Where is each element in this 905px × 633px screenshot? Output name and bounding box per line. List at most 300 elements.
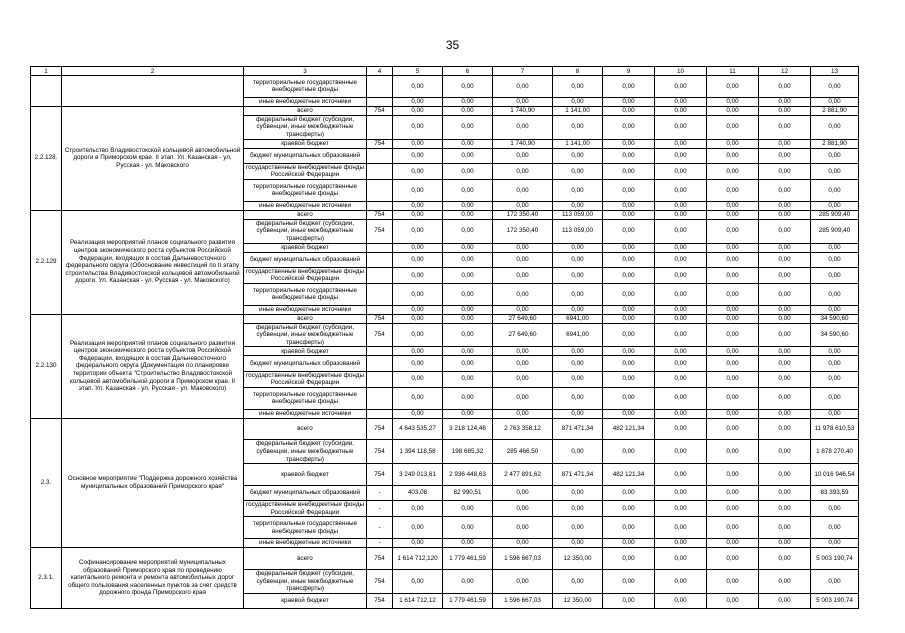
amount-cell: 0,00 — [393, 115, 443, 139]
amount-cell: 0,00 — [707, 371, 759, 387]
amount-cell: 0,00 — [707, 464, 759, 486]
amount-cell: 0,00 — [759, 97, 811, 106]
amount-cell: 0,00 — [655, 219, 707, 243]
amount-cell: 871 471,34 — [553, 464, 603, 486]
amount-cell: 0,00 — [393, 163, 443, 179]
amount-cell: 12 350,00 — [553, 593, 603, 608]
amount-cell: 0,00 — [553, 97, 603, 106]
column-header: 5 — [393, 67, 443, 76]
amount-cell: 2 881,90 — [811, 106, 859, 115]
amount-cell: 0,00 — [603, 440, 655, 464]
amount-cell: 0,00 — [655, 201, 707, 210]
item-name: Реализация мероприятий планов социального развития центров экономического роста субъектов Российской Федерации, входящих в состав Дальневосточного федерального округа (Документация по планировке территории объекта "Строительство Владивостокской кольцевой автомобильной дороги в Приморском крае. II этап. Ул. Казанская - ул. Русская - ул. Маковского) — [62, 314, 244, 418]
amount-cell: 0,00 — [603, 356, 655, 371]
admin-code — [367, 97, 393, 106]
amount-cell: 0,00 — [655, 314, 707, 323]
funding-source: краевой бюджет — [244, 464, 367, 486]
amount-cell: 0,00 — [443, 517, 493, 539]
amount-cell: 0,00 — [493, 148, 553, 163]
amount-cell: 482 121,34 — [603, 464, 655, 486]
amount-cell: 0,00 — [759, 210, 811, 219]
amount-cell: 0,00 — [493, 486, 553, 501]
amount-cell: 0,00 — [393, 347, 443, 356]
amount-cell: 0,00 — [443, 97, 493, 106]
amount-cell: 172 350,40 — [493, 210, 553, 219]
funding-source: иные внебюджетные источники — [244, 539, 367, 548]
admin-code: - — [367, 539, 393, 548]
funding-source: бюджет муниципальных образований — [244, 252, 367, 267]
funding-source: государственные внебюджетные фонды Российской Федерации — [244, 163, 367, 179]
amount-cell: 0,00 — [759, 539, 811, 548]
admin-code — [367, 283, 393, 305]
admin-code: 754 — [367, 106, 393, 115]
funding-source: федеральный бюджет (субсидии, субвенции, иные межбюджетные трансферты) — [244, 115, 367, 139]
amount-cell: 0,00 — [393, 387, 443, 409]
amount-cell: 0,00 — [443, 106, 493, 115]
amount-cell: 0,00 — [655, 409, 707, 418]
amount-cell: 0,00 — [655, 97, 707, 106]
amount-cell: 0,00 — [603, 219, 655, 243]
amount-cell: 0,00 — [655, 163, 707, 179]
amount-cell: 0,00 — [443, 283, 493, 305]
amount-cell: 0,00 — [707, 163, 759, 179]
amount-cell: 0,00 — [707, 267, 759, 283]
amount-cell: 0,00 — [553, 347, 603, 356]
item-name: Софинансирование мероприятий муниципальных образований Приморского края по проведению капитального ремонта и ремонта автомобильных дорог общего пользования населенных пунктов за счет средств дорожного фонда Приморского края — [62, 548, 244, 609]
amount-cell: 0,00 — [811, 501, 859, 517]
amount-cell: 0,00 — [655, 387, 707, 409]
amount-cell: 0,00 — [655, 252, 707, 267]
admin-code: 754 — [367, 210, 393, 219]
amount-cell: 0,00 — [393, 356, 443, 371]
amount-cell: 113 059,00 — [553, 219, 603, 243]
amount-cell: 0,00 — [493, 409, 553, 418]
amount-cell: 0,00 — [443, 347, 493, 356]
amount-cell: 0,00 — [443, 252, 493, 267]
column-header: 1 — [31, 67, 62, 76]
admin-code: 754 — [367, 464, 393, 486]
amount-cell: 0,00 — [603, 539, 655, 548]
amount-cell: 12 350,00 — [553, 548, 603, 570]
amount-cell: 0,00 — [603, 305, 655, 314]
amount-cell: 0,00 — [603, 243, 655, 252]
amount-cell: 871 471,34 — [553, 418, 603, 440]
amount-cell: 0,00 — [603, 517, 655, 539]
funding-source: территориальные государственные внебюджетные фонды — [244, 76, 367, 98]
amount-cell: 0,00 — [759, 548, 811, 570]
amount-cell: 1 614 712,120 — [393, 548, 443, 570]
amount-cell: 0,00 — [655, 418, 707, 440]
item-code — [31, 76, 62, 107]
amount-cell: 0,00 — [707, 593, 759, 608]
funding-source: федеральный бюджет (субсидии, субвенции, иные межбюджетные трансферты) — [244, 570, 367, 594]
amount-cell: 0,00 — [759, 440, 811, 464]
amount-cell: 0,00 — [443, 139, 493, 148]
amount-cell: 172 350,40 — [493, 219, 553, 243]
column-header: 6 — [443, 67, 493, 76]
amount-cell: 0,00 — [811, 243, 859, 252]
amount-cell: 0,00 — [655, 570, 707, 594]
admin-code — [367, 179, 393, 201]
amount-cell: 0,00 — [707, 106, 759, 115]
header-row — [31, 67, 859, 76]
column-header: 11 — [707, 67, 759, 76]
amount-cell: 1 878 270,40 — [811, 440, 859, 464]
amount-cell: 0,00 — [811, 347, 859, 356]
funding-source: иные внебюджетные источники — [244, 201, 367, 210]
amount-cell: 0,00 — [493, 387, 553, 409]
amount-cell: 1 779 461,59 — [443, 593, 493, 608]
admin-code — [367, 163, 393, 179]
amount-cell: 285 909,40 — [811, 219, 859, 243]
amount-cell: 0,00 — [759, 106, 811, 115]
amount-cell: 0,00 — [759, 387, 811, 409]
admin-code — [367, 409, 393, 418]
amount-cell: 0,00 — [707, 409, 759, 418]
amount-cell: 0,00 — [553, 115, 603, 139]
column-header: 4 — [367, 67, 393, 76]
item-code: 2.2.128. — [31, 106, 62, 210]
amount-cell: 0,00 — [393, 517, 443, 539]
amount-cell: 0,00 — [655, 106, 707, 115]
amount-cell: 0,00 — [811, 283, 859, 305]
amount-cell: 0,00 — [759, 219, 811, 243]
amount-cell: 0,00 — [759, 252, 811, 267]
amount-cell: 285 466,50 — [493, 440, 553, 464]
amount-cell: 0,00 — [443, 501, 493, 517]
item-name — [62, 76, 244, 107]
funding-source: краевой бюджет — [244, 139, 367, 148]
amount-cell: 3 249 013,61 — [393, 464, 443, 486]
admin-code — [367, 201, 393, 210]
amount-cell: 113 059,00 — [553, 210, 603, 219]
amount-cell: 0,00 — [811, 76, 859, 98]
amount-cell: 0,00 — [393, 305, 443, 314]
amount-cell: 0,00 — [553, 539, 603, 548]
amount-cell: 1 614 712,12 — [393, 593, 443, 608]
amount-cell: 2 881,90 — [811, 139, 859, 148]
amount-cell: 0,00 — [707, 210, 759, 219]
amount-cell: 0,00 — [393, 243, 443, 252]
amount-cell: 0,00 — [443, 148, 493, 163]
amount-cell: 0,00 — [759, 267, 811, 283]
amount-cell: 0,00 — [655, 347, 707, 356]
amount-cell: 0,00 — [493, 501, 553, 517]
amount-cell: 0,00 — [603, 409, 655, 418]
table-row — [31, 418, 859, 440]
amount-cell: 0,00 — [759, 115, 811, 139]
amount-cell: 0,00 — [655, 371, 707, 387]
amount-cell: 0,00 — [811, 148, 859, 163]
funding-source: территориальные государственные внебюджетные фонды — [244, 283, 367, 305]
amount-cell: 0,00 — [493, 243, 553, 252]
funding-source: всего — [244, 106, 367, 115]
amount-cell: 10 016 946,54 — [811, 464, 859, 486]
amount-cell: 0,00 — [759, 201, 811, 210]
amount-cell: 0,00 — [493, 371, 553, 387]
amount-cell: 0,00 — [443, 163, 493, 179]
amount-cell: 0,00 — [393, 501, 443, 517]
amount-cell: 0,00 — [603, 163, 655, 179]
amount-cell: 0,00 — [443, 409, 493, 418]
amount-cell: 0,00 — [603, 179, 655, 201]
item-name: Реализация мероприятий планов социального развития центров экономического роста субъектов Российской Федерации, входящих в состав Дальневосточного федерального округа (Обоснование инвестиций по II этапу строительства Владивостокской кольцевой автомобильной дороги. Ул. Казанская - ул. Русская - ул. Маковского) — [62, 210, 244, 314]
admin-code — [367, 347, 393, 356]
admin-code — [367, 267, 393, 283]
amount-cell: 0,00 — [811, 409, 859, 418]
amount-cell: 0,00 — [553, 163, 603, 179]
amount-cell: 0,00 — [553, 387, 603, 409]
amount-cell: 0,00 — [393, 106, 443, 115]
funding-source: территориальные государственные внебюджетные фонды — [244, 179, 367, 201]
amount-cell: 0,00 — [655, 243, 707, 252]
amount-cell: 0,00 — [443, 243, 493, 252]
amount-cell: 0,00 — [811, 97, 859, 106]
amount-cell: 0,00 — [603, 252, 655, 267]
admin-code: 754 — [367, 440, 393, 464]
admin-code: 754 — [367, 219, 393, 243]
item-code: 2.2.129 — [31, 210, 62, 314]
admin-code — [367, 356, 393, 371]
amount-cell: 0,00 — [655, 210, 707, 219]
amount-cell: 0,00 — [443, 305, 493, 314]
amount-cell: 0,00 — [393, 201, 443, 210]
amount-cell: 1 740,90 — [493, 106, 553, 115]
amount-cell: 0,00 — [811, 570, 859, 594]
amount-cell: 0,00 — [707, 243, 759, 252]
funding-source: бюджет муниципальных образований — [244, 486, 367, 501]
amount-cell: 0,00 — [393, 76, 443, 98]
admin-code: 754 — [367, 139, 393, 148]
amount-cell: 0,00 — [707, 283, 759, 305]
funding-source: краевой бюджет — [244, 347, 367, 356]
amount-cell: 0,00 — [655, 440, 707, 464]
amount-cell: 0,00 — [443, 387, 493, 409]
amount-cell: 0,00 — [811, 252, 859, 267]
amount-cell: 0,00 — [603, 283, 655, 305]
amount-cell: 0,00 — [443, 179, 493, 201]
amount-cell: 0,00 — [759, 501, 811, 517]
column-header: 7 — [493, 67, 553, 76]
amount-cell: 0,00 — [707, 201, 759, 210]
admin-code: 754 — [367, 593, 393, 608]
amount-cell: 0,00 — [553, 440, 603, 464]
amount-cell: 0,00 — [393, 97, 443, 106]
amount-cell: 0,00 — [707, 387, 759, 409]
amount-cell: 1 740,90 — [493, 139, 553, 148]
amount-cell: 0,00 — [759, 163, 811, 179]
amount-cell: 0,00 — [603, 115, 655, 139]
amount-cell: 1 141,00 — [553, 139, 603, 148]
amount-cell: 5 003 190,74 — [811, 593, 859, 608]
column-header: 10 — [655, 67, 707, 76]
amount-cell: 0,00 — [603, 347, 655, 356]
amount-cell: 0,00 — [603, 201, 655, 210]
amount-cell: 0,00 — [655, 139, 707, 148]
amount-cell: 0,00 — [493, 356, 553, 371]
amount-cell: 0,00 — [493, 76, 553, 98]
amount-cell: 0,00 — [707, 440, 759, 464]
amount-cell: 0,00 — [393, 139, 443, 148]
amount-cell: 0,00 — [493, 97, 553, 106]
amount-cell: 0,00 — [811, 517, 859, 539]
amount-cell: 0,00 — [603, 570, 655, 594]
amount-cell: 0,00 — [603, 486, 655, 501]
amount-cell: 27 649,60 — [493, 323, 553, 347]
amount-cell: 2 477 891,62 — [493, 464, 553, 486]
admin-code: 754 — [367, 418, 393, 440]
amount-cell: 0,00 — [707, 219, 759, 243]
amount-cell: 0,00 — [811, 267, 859, 283]
amount-cell: 34 590,60 — [811, 323, 859, 347]
amount-cell: 0,00 — [707, 517, 759, 539]
amount-cell: 0,00 — [493, 305, 553, 314]
amount-cell: 0,00 — [655, 501, 707, 517]
item-name: Основное мероприятие "Поддержка дорожного хозяйства муниципальных образований Приморского края" — [62, 418, 244, 548]
amount-cell: 0,00 — [655, 179, 707, 201]
amount-cell: 0,00 — [393, 323, 443, 347]
amount-cell: 0,00 — [707, 356, 759, 371]
amount-cell: 0,00 — [493, 163, 553, 179]
amount-cell: 0,00 — [707, 486, 759, 501]
funding-source: всего — [244, 418, 367, 440]
amount-cell: 0,00 — [811, 163, 859, 179]
amount-cell: 0,00 — [759, 464, 811, 486]
admin-code — [367, 115, 393, 139]
amount-cell: 0,00 — [759, 371, 811, 387]
amount-cell: 0,00 — [393, 267, 443, 283]
funding-source: бюджет муниципальных образований — [244, 356, 367, 371]
amount-cell: 0,00 — [553, 305, 603, 314]
amount-cell: 5 003 190,74 — [811, 548, 859, 570]
admin-code — [367, 243, 393, 252]
amount-cell: 0,00 — [759, 517, 811, 539]
admin-code: - — [367, 501, 393, 517]
amount-cell: 0,00 — [759, 418, 811, 440]
funding-source: бюджет муниципальных образований — [244, 148, 367, 163]
amount-cell: 34 590,60 — [811, 314, 859, 323]
amount-cell: 0,00 — [707, 539, 759, 548]
amount-cell: 0,00 — [443, 201, 493, 210]
amount-cell: 0,00 — [759, 347, 811, 356]
amount-cell: 0,00 — [393, 252, 443, 267]
amount-cell: 0,00 — [553, 179, 603, 201]
amount-cell: 0,00 — [443, 570, 493, 594]
amount-cell: 0,00 — [393, 409, 443, 418]
amount-cell: 3 218 124,46 — [443, 418, 493, 440]
table-row — [31, 314, 859, 323]
amount-cell: 0,00 — [759, 283, 811, 305]
amount-cell: 0,00 — [759, 148, 811, 163]
funding-source: краевой бюджет — [244, 593, 367, 608]
amount-cell: 0,00 — [811, 387, 859, 409]
amount-cell: 0,00 — [493, 252, 553, 267]
admin-code — [367, 371, 393, 387]
funding-source: федеральный бюджет (субсидии, субвенции, иные межбюджетные трансферты) — [244, 219, 367, 243]
amount-cell: 0,00 — [553, 267, 603, 283]
amount-cell: 82 990,51 — [443, 486, 493, 501]
page-number: 35 — [445, 38, 460, 52]
amount-cell: 0,00 — [707, 323, 759, 347]
amount-cell: 0,00 — [553, 356, 603, 371]
amount-cell: 4 643 535,27 — [393, 418, 443, 440]
column-header: 13 — [811, 67, 859, 76]
admin-code: - — [367, 486, 393, 501]
amount-cell: 0,00 — [707, 252, 759, 267]
amount-cell: 0,00 — [655, 148, 707, 163]
amount-cell: 0,00 — [707, 314, 759, 323]
amount-cell: 0,00 — [393, 219, 443, 243]
funding-source: государственные внебюджетные фонды Российской Федерации — [244, 501, 367, 517]
amount-cell: 0,00 — [603, 387, 655, 409]
funding-source: территориальные государственные внебюджетные фонды — [244, 517, 367, 539]
admin-code: 754 — [367, 570, 393, 594]
amount-cell: 0,00 — [707, 305, 759, 314]
amount-cell: 0,00 — [603, 76, 655, 98]
amount-cell: 0,00 — [603, 323, 655, 347]
column-header: 2 — [62, 67, 244, 76]
item-code: 2.3.1. — [31, 548, 62, 609]
amount-cell: 83 393,59 — [811, 486, 859, 501]
admin-code — [367, 148, 393, 163]
amount-cell: 0,00 — [553, 283, 603, 305]
table-row — [31, 210, 859, 219]
amount-cell: 482 121,34 — [603, 418, 655, 440]
amount-cell: 0,00 — [553, 486, 603, 501]
amount-cell: 0,00 — [443, 371, 493, 387]
amount-cell: 0,00 — [603, 148, 655, 163]
amount-cell: 1 596 667,03 — [493, 548, 553, 570]
amount-cell: 0,00 — [393, 148, 443, 163]
amount-cell: 0,00 — [603, 314, 655, 323]
amount-cell: 0,00 — [655, 548, 707, 570]
admin-code — [367, 76, 393, 98]
funding-source: федеральный бюджет (субсидии, субвенции, иные межбюджетные трансферты) — [244, 440, 367, 464]
amount-cell: 0,00 — [811, 179, 859, 201]
amount-cell: 0,00 — [655, 539, 707, 548]
amount-cell: 0,00 — [655, 305, 707, 314]
amount-cell: 0,00 — [603, 371, 655, 387]
admin-code — [367, 252, 393, 267]
funding-source: федеральный бюджет (субсидии, субвенции, иные межбюджетные трансферты) — [244, 323, 367, 347]
amount-cell: 0,00 — [603, 139, 655, 148]
funding-source: государственные внебюджетные фонды Российской Федерации — [244, 371, 367, 387]
amount-cell: 0,00 — [759, 314, 811, 323]
admin-code — [367, 387, 393, 409]
amount-cell: 0,00 — [443, 314, 493, 323]
amount-cell: 0,00 — [493, 347, 553, 356]
amount-cell: 0,00 — [553, 517, 603, 539]
column-header: 8 — [553, 67, 603, 76]
amount-cell: 6941,00 — [553, 323, 603, 347]
amount-cell: 0,00 — [553, 252, 603, 267]
amount-cell: 1 141,00 — [553, 106, 603, 115]
amount-cell: 0,00 — [759, 570, 811, 594]
amount-cell: 11 978 610,53 — [811, 418, 859, 440]
amount-cell: 0,00 — [655, 356, 707, 371]
amount-cell: 0,00 — [553, 501, 603, 517]
amount-cell: 0,00 — [707, 97, 759, 106]
amount-cell: 0,00 — [443, 210, 493, 219]
amount-cell: 0,00 — [393, 539, 443, 548]
amount-cell: 1 779 461,59 — [443, 548, 493, 570]
amount-cell: 0,00 — [493, 570, 553, 594]
amount-cell: 0,00 — [707, 139, 759, 148]
amount-cell: 0,00 — [393, 283, 443, 305]
column-header: 12 — [759, 67, 811, 76]
amount-cell: 0,00 — [553, 148, 603, 163]
amount-cell: 6941,00 — [553, 314, 603, 323]
